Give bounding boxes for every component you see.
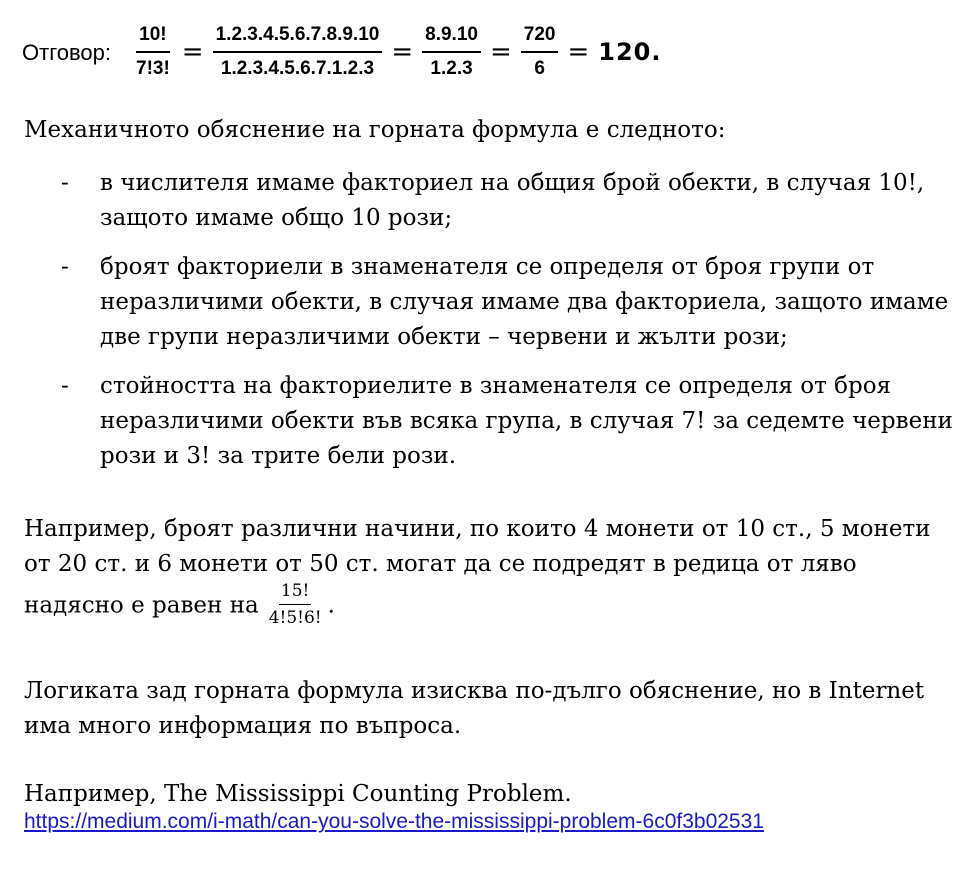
fraction-denominator: 1.2.3.4.5.6.7.1.2.3 [220,58,375,79]
logic-paragraph: Логиката зад горната формула изисква по-дълго обяснение, но в Internet има много информация по въпроса. [24,678,925,739]
list-dash: - [61,254,69,280]
fraction-denominator: 6 [534,58,545,79]
answer-result: 120. [598,38,662,66]
list-item-text: в числителя имаме факториел на общия брой обекти, в случая 10!, защото имаме общо 10 рози; [100,170,925,231]
example-fraction [267,580,324,629]
fraction-numerator: 10! [136,22,169,53]
fraction-denominator: 4!5!6! [268,608,322,628]
list-item [24,166,959,236]
list-dash: - [61,373,69,399]
list-item [24,369,959,474]
example-paragraph [24,512,954,631]
fraction-simplified [521,22,559,82]
intro-paragraph: Механичното обяснение на горната формула е следното: [24,117,726,143]
fraction-numerator: 15! [279,580,311,605]
fraction-denominator: 1.2.3 [430,58,473,79]
fraction-reduced [422,22,481,82]
fraction-factorial [133,22,173,82]
answer-formula [22,18,661,86]
list-item [24,250,959,355]
fraction-denominator: 7!3! [136,58,170,79]
example2-paragraph: Например, The Mississippi Counting Problem. [24,781,572,807]
explanation-list [24,166,959,488]
example-text: Например, броят различни начини, по които 4 монети от 10 ст., 5 монети от 20 ст. и 6 монети от 50 ст. могат да се подредят в редица от ляво надясно е равен на [24,516,931,619]
example-tail: . [327,592,335,619]
mississippi-problem-link[interactable]: https://medium.com/i-math/can-you-solve-the-mississippi-problem-6c0f3b02531 [24,810,764,833]
equals-sign: = [489,37,512,67]
list-item-text: броят факториели в знаменателя се определя от броя групи от неразличими обекти, в случая имаме два факториела, защото имаме две групи неразличими обекти – червени и жълти рози; [100,254,949,350]
fraction-numerator: 8.9.10 [422,22,481,53]
list-item-text: стойността на факториелите в знаменателя се определя от броя неразличими обекти във всяка група, в случая 7! за седемте червени рози и 3! за трите бели рози. [100,373,953,469]
equals-sign: = [391,37,414,67]
fraction-numerator: 1.2.3.4.5.6.7.8.9.10 [213,22,383,53]
equals-sign: = [181,37,204,67]
fraction-expanded [213,22,383,82]
answer-label: Отговор: [22,40,111,65]
list-dash: - [61,170,69,196]
equals-sign: = [567,37,590,67]
fraction-numerator: 720 [521,22,559,53]
